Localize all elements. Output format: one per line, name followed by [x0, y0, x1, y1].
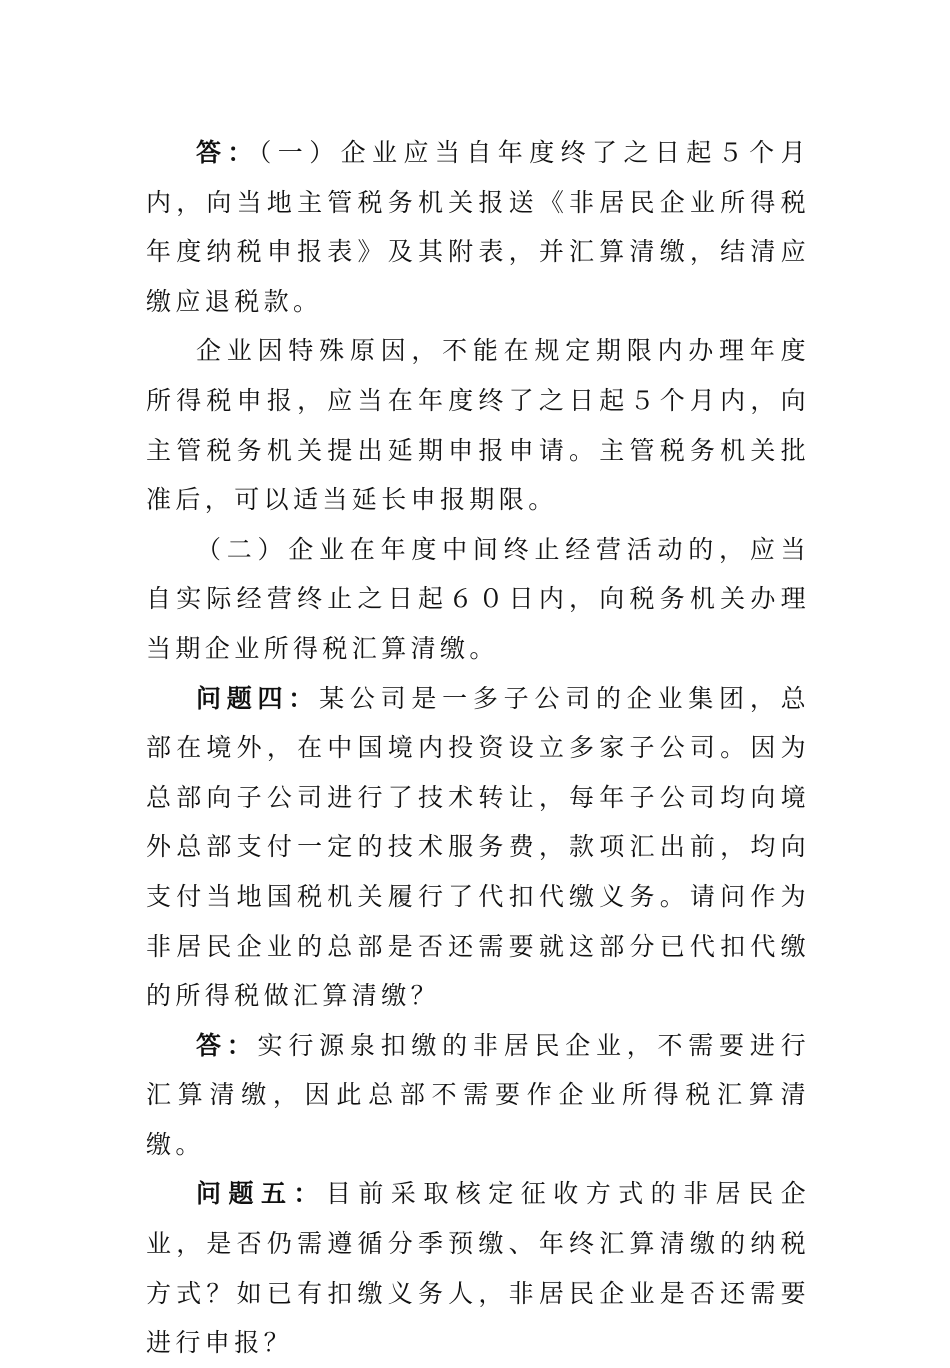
question-label: 问题五： [196, 1179, 326, 1209]
paragraph-text: 目前采取核定征收方式的非居民企业，是否仍需遵循分季预缴、年终汇算清缴的纳税方式？如已有扣缴义务人，非居民企业是否还需要进行申报？ [146, 1179, 810, 1358]
paragraph-text: （一）企业应当自年度终了之日起５个月内，向当地主管税务机关报送《非居民企业所得税年度纳税申报表》及其附表，并汇算清缴，结清应缴应退税款。 [146, 138, 810, 316]
question-four-paragraph [146, 674, 810, 1021]
document-body [146, 128, 810, 1368]
question-five-paragraph [146, 1169, 810, 1367]
paragraph-text: 某公司是一多子公司的企业集团，总部在境外，在中国境内投资设立多家子公司。因为总部向子公司进行了技术转让，每年子公司均向境外总部支付一定的技术服务费，款项汇出前，均向支付当地国税机关履行了代扣代缴义务。请问作为非居民企业的总部是否还需要就这部分已代扣代缴的所得税做汇算清缴？ [146, 683, 810, 1011]
paragraph-text: 实行源泉扣缴的非居民企业，不需要进行汇算清缴，因此总部不需要作企业所得税汇算清缴。 [146, 1030, 810, 1159]
paragraph-text: （二）企业在年度中间终止经营活动的，应当自实际经营终止之日起６０日内，向税务机关办理当期企业所得税汇算清缴。 [146, 534, 810, 663]
paragraph-extension [146, 326, 810, 524]
answer-label: 答： [196, 138, 259, 167]
answer-paragraph-withholding [146, 1021, 810, 1170]
paragraph-text: 企业因特殊原因，不能在规定期限内办理年度所得税申报，应当在年度终了之日起５个月内，向主管税务机关提出延期申报申请。主管税务机关批准后，可以适当延长申报期限。 [146, 336, 810, 515]
answer-paragraph-annual-filing [146, 128, 810, 326]
question-label: 问题四： [196, 683, 320, 713]
paragraph-termination [146, 525, 810, 674]
answer-label: 答： [196, 1030, 258, 1060]
